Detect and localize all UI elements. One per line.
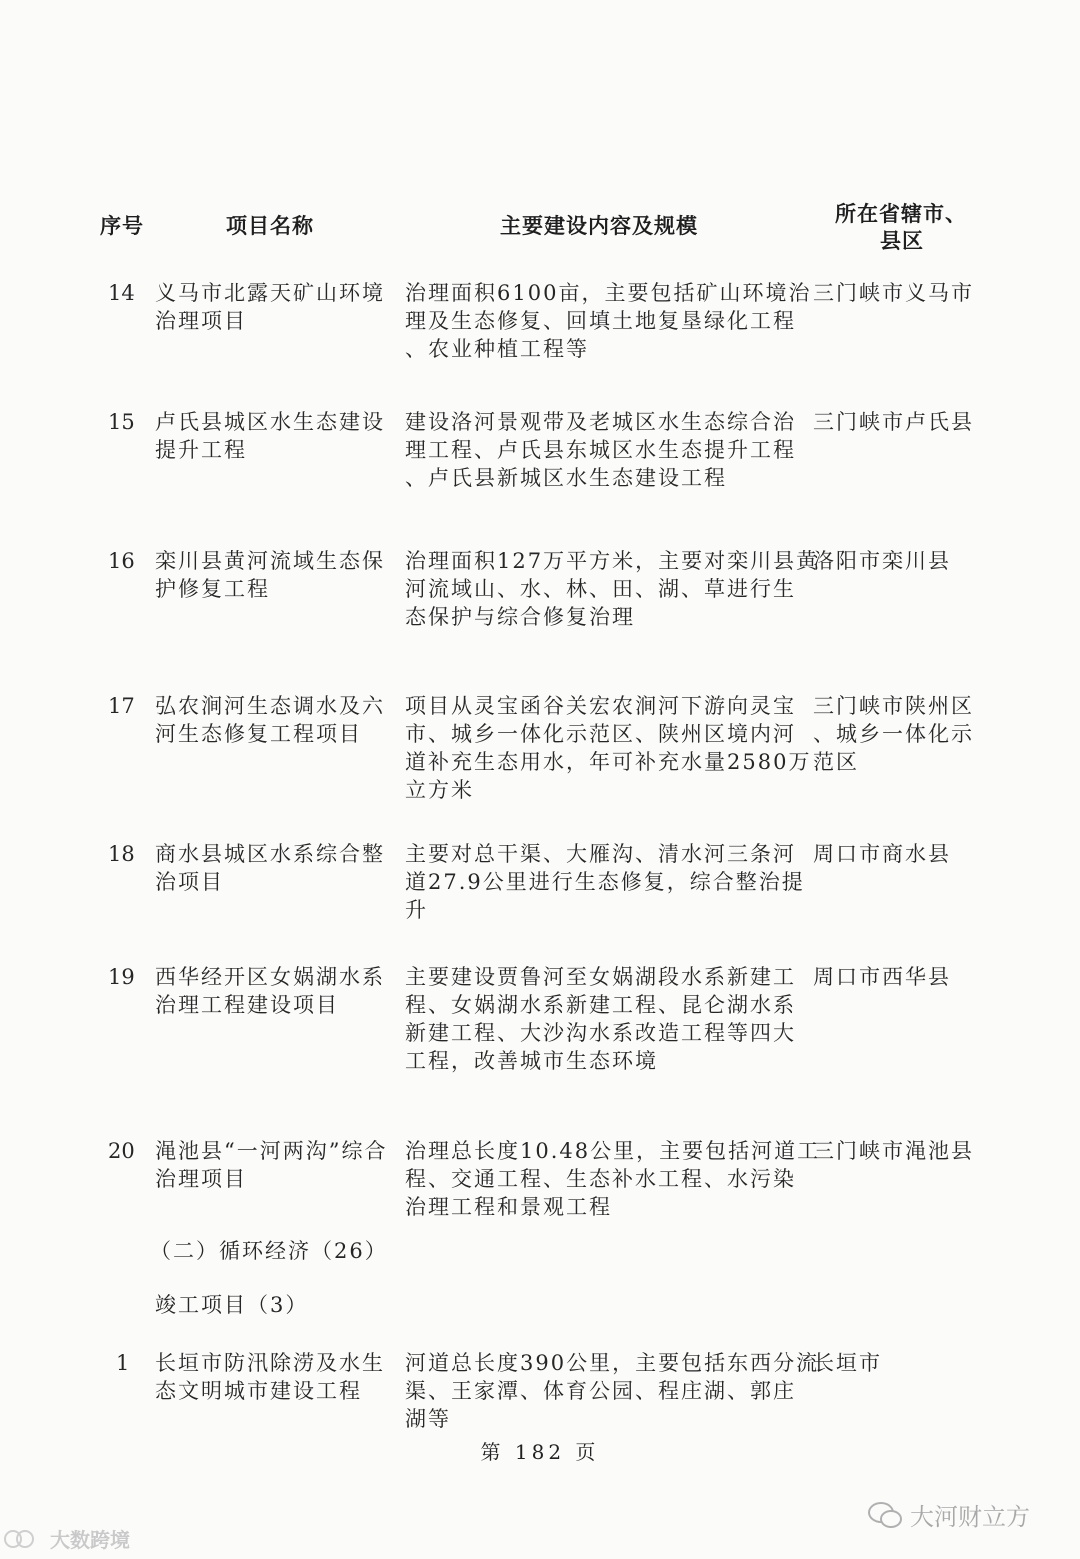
project-name: 栾川县黄河流域生态保 护修复工程 bbox=[155, 549, 385, 601]
project-location: 三门峡市卢氏县 bbox=[813, 410, 974, 434]
project-name: 商水县城区水系综合整 治项目 bbox=[155, 842, 385, 894]
wechat-icon bbox=[868, 1502, 902, 1528]
row-number: 15 bbox=[108, 410, 135, 434]
row-number: 1 bbox=[116, 1351, 130, 1375]
project-location: 三门峡市渑池县 bbox=[813, 1139, 974, 1163]
watermark-right-text: 大河财立方 bbox=[910, 1503, 1030, 1531]
watermark-right bbox=[868, 1497, 1030, 1532]
row-number: 19 bbox=[108, 965, 135, 989]
project-content: 项目从灵宝函谷关宏农涧河下游向灵宝 市、城乡一体化示范区、陕州区境内河 道补充生态用水，年可补充水量2580万 立方米 bbox=[405, 694, 812, 802]
project-name: 西华经开区女娲湖水系 治理工程建设项目 bbox=[155, 965, 385, 1017]
header-content: 主要建设内容及规模 bbox=[500, 214, 698, 238]
project-content: 治理面积6100亩，主要包括矿山环境治 理及生态修复、回填土地复垦绿化工程 、农业种植工程等 bbox=[405, 281, 812, 361]
project-location: 长垣市 bbox=[813, 1351, 882, 1375]
row-number: 18 bbox=[108, 842, 135, 866]
project-content: 主要对总干渠、大雁沟、清水河三条河 道27.9公里进行生态修复，综合整治提 升 bbox=[405, 842, 805, 922]
project-content: 治理总长度10.48公里，主要包括河道工 程、交通工程、生态补水工程、水污染 治理工程和景观工程 bbox=[405, 1139, 821, 1219]
loop-logo-icon bbox=[4, 1530, 44, 1548]
project-name: 长垣市防汛除涝及水生 态文明城市建设工程 bbox=[155, 1351, 385, 1403]
header-name: 项目名称 bbox=[226, 214, 314, 238]
project-content: 主要建设贾鲁河至女娲湖段水系新建工 程、女娲湖水系新建工程、昆仑湖水系 新建工程、大沙沟水系改造工程等四大 工程，改善城市生态环境 bbox=[405, 965, 796, 1073]
row-number: 14 bbox=[108, 281, 135, 305]
project-name: 卢氏县城区水生态建设 提升工程 bbox=[155, 410, 385, 462]
project-location: 周口市西华县 bbox=[813, 965, 951, 989]
project-content: 建设洛河景观带及老城区水生态综合治 理工程、卢氏县东城区水生态提升工程 、卢氏县新城区水生态建设工程 bbox=[405, 410, 796, 490]
watermark-left-text: 大数跨境 bbox=[50, 1528, 130, 1552]
watermark-left bbox=[4, 1524, 130, 1553]
project-location: 周口市商水县 bbox=[813, 842, 951, 866]
project-location: 三门峡市陕州区 、城乡一体化示 范区 bbox=[813, 694, 974, 774]
section-title: （二）循环经济（26） bbox=[150, 1239, 388, 1263]
project-location: 三门峡市义马市 bbox=[813, 281, 974, 305]
page-number: 第 182 页 bbox=[480, 1440, 600, 1464]
row-number: 17 bbox=[108, 694, 135, 718]
project-content: 治理面积127万平方米，主要对栾川县黄 河流域山、水、林、田、湖、草进行生 态保护与综合修复治理 bbox=[405, 549, 820, 629]
project-location: 洛阳市栾川县 bbox=[813, 549, 951, 573]
project-name: 弘农涧河生态调水及六 河生态修复工程项目 bbox=[155, 694, 385, 746]
subsection-title: 竣工项目（3） bbox=[155, 1293, 309, 1317]
project-name: 渑池县“一河两沟”综合 治理项目 bbox=[155, 1139, 388, 1191]
header-loc-line2: 县区 bbox=[880, 229, 924, 253]
project-name: 义马市北露天矿山环境 治理项目 bbox=[155, 281, 385, 333]
row-number: 20 bbox=[108, 1139, 135, 1163]
row-number: 16 bbox=[108, 549, 135, 573]
project-content: 河道总长度390公里，主要包括东西分流 渠、王家潭、体育公园、程庄湖、郭庄 湖等 bbox=[405, 1351, 820, 1431]
header-loc-line1: 所在省辖市、 bbox=[835, 202, 967, 226]
header-num: 序号 bbox=[100, 214, 144, 238]
